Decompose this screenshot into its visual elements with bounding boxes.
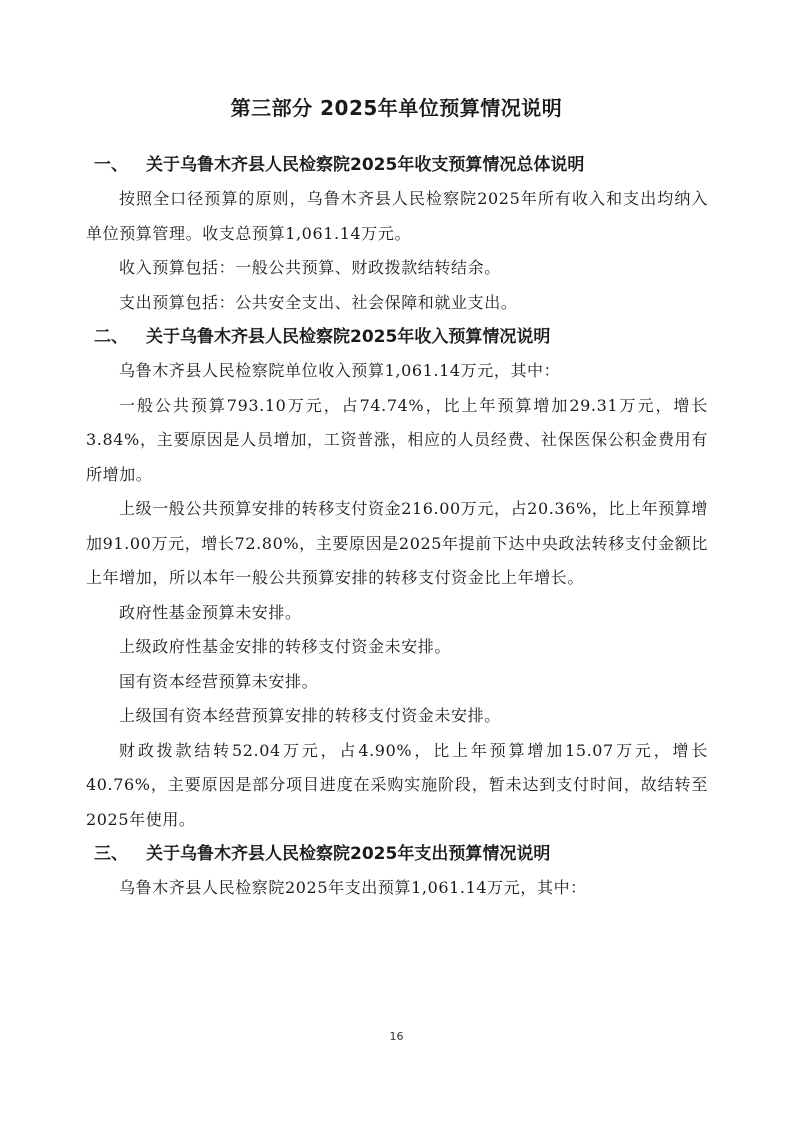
- paragraph: 按照全口径预算的原则，乌鲁木齐县人民检察院2025年所有收入和支出均纳入单位预算管理。收支总预算1,061.14万元。: [86, 189, 708, 243]
- paragraph: 收入预算包括：一般公共预算、财政拨款结转结余。: [119, 258, 501, 277]
- paragraph: 上级一般公共预算安排的转移支付资金216.00万元，占20.36%，比上年预算增加91.00万元，增长72.80%，主要原因是2025年提前下达中央政法转移支付金额比上年增加，所以本年一般公共预算安排的转移支付资金比上年增长。: [86, 499, 708, 587]
- section-heading-text: 关于乌鲁木齐县人民检察院2025年支出预算情况说明: [146, 844, 551, 864]
- section-heading-3: [86, 837, 708, 871]
- section-number: 三、: [94, 844, 128, 864]
- document-body: [86, 148, 708, 906]
- section-heading-text: 关于乌鲁木齐县人民检察院2025年收入预算情况说明: [146, 327, 551, 347]
- paragraph: 支出预算包括：公共安全支出、社会保障和就业支出。: [119, 292, 518, 312]
- paragraph: 财政拨款结转52.04万元，占4.90%，比上年预算增加15.07万元，增长40.76%，主要原因是部分项目进度在采购实施阶段，暂未达到支付时间，故结转至2025年使用。: [86, 740, 708, 829]
- paragraph: 乌鲁木齐县人民检察院单位收入预算1,061.14万元，其中：: [119, 361, 561, 380]
- paragraph: 上级国有资本经营预算安排的转移支付资金未安排。: [119, 706, 501, 725]
- paragraph: 上级政府性基金安排的转移支付资金未安排。: [119, 637, 452, 656]
- section-heading-text: 关于乌鲁木齐县人民检察院2025年收支预算情况总体说明: [146, 155, 585, 175]
- page-number: 16: [389, 1030, 404, 1043]
- paragraph: 一般公共预算793.10万元，占74.74%，比上年预算增加29.31万元，增长3.84%，主要原因是人员增加，工资普涨，相应的人员经费、社保医保公积金费用有所增加。: [86, 395, 708, 484]
- section-number: 二、: [94, 327, 128, 347]
- page-title: 第三部分 2025年单位预算情况说明: [230, 96, 563, 120]
- section-heading-1: [86, 148, 708, 182]
- paragraph: 乌鲁木齐县人民检察院2025年支出预算1,061.14万元，其中：: [119, 878, 587, 897]
- paragraph: 国有资本经营预算未安排。: [119, 671, 319, 691]
- section-heading-2: [86, 320, 708, 354]
- section-number: 一、: [94, 155, 128, 175]
- paragraph: 政府性基金预算未安排。: [119, 602, 302, 622]
